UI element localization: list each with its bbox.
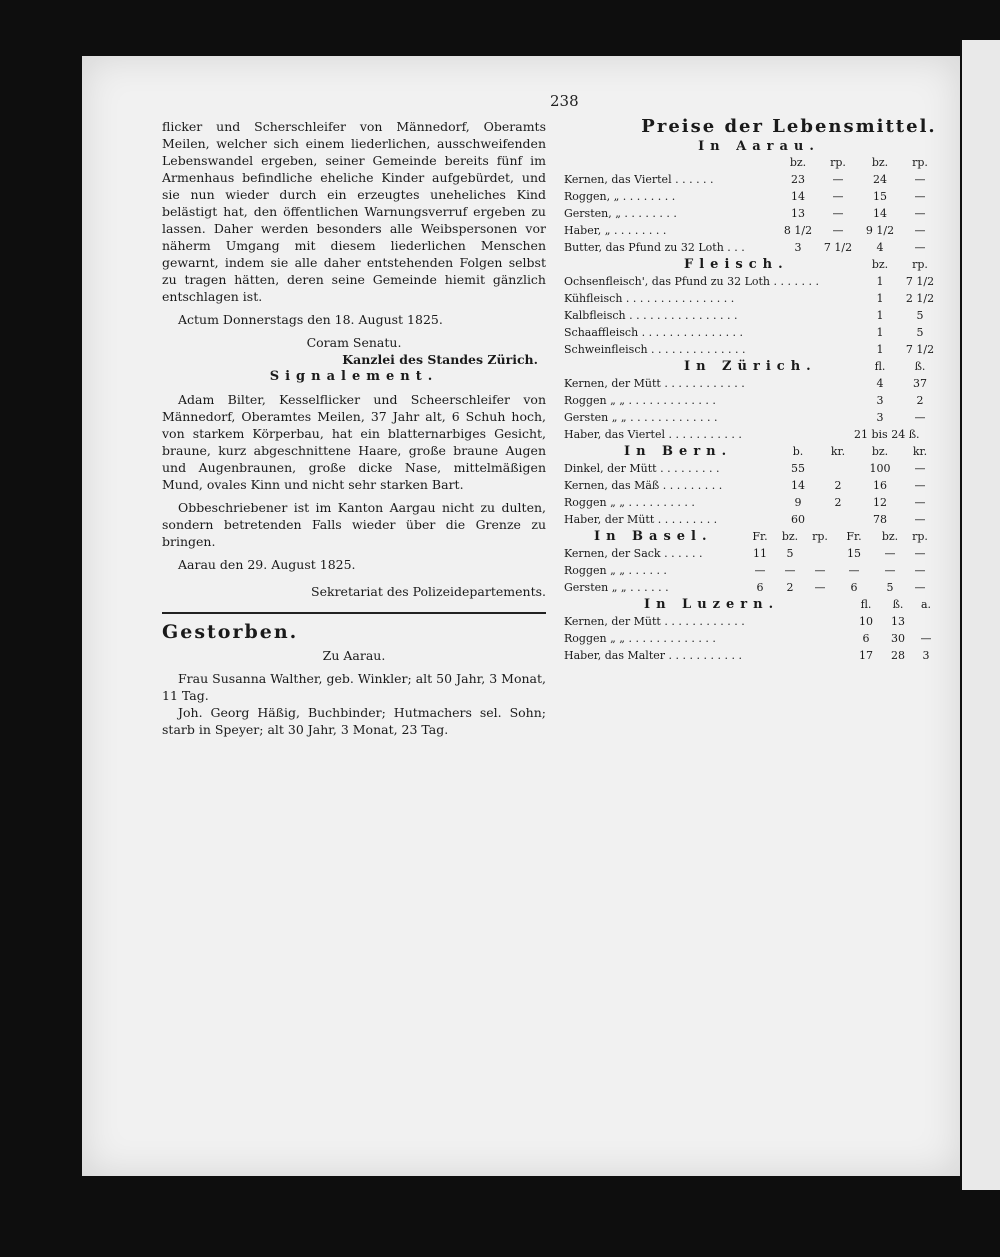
price-label: Kernen, der Sack . . . . . .: [564, 547, 703, 560]
column-header: ß.: [892, 598, 904, 611]
price-value: —: [784, 564, 796, 577]
price-value: —: [914, 581, 926, 594]
price-row: [564, 630, 954, 647]
price-label: Kalbfleisch . . . . . . . . . . . . . . . .: [564, 309, 738, 322]
price-label: Kernen, das Mäß . . . . . . . . .: [564, 479, 723, 492]
price-row: [564, 409, 954, 426]
price-value: 37: [913, 377, 927, 390]
price-label: Haber, der Mütt . . . . . . . . .: [564, 513, 718, 526]
aarau-header: [564, 154, 954, 171]
price-value: 1: [876, 292, 884, 305]
price-value: 55: [791, 462, 805, 475]
price-row: [564, 426, 954, 443]
column-header: bz.: [781, 530, 799, 543]
price-row: [564, 375, 954, 392]
price-value: —: [884, 564, 896, 577]
price-value: —: [914, 241, 926, 254]
price-label: Roggen „ „ . . . . . . . . . . . . .: [564, 632, 716, 645]
column-header: bz.: [789, 156, 807, 169]
column-header: ß.: [914, 360, 926, 373]
adjacent-page-edge: [962, 40, 1000, 1190]
price-row: [564, 290, 954, 307]
secretariat-line: Sekretariat des Polizeidepartements.: [311, 584, 546, 599]
price-value: 3: [876, 394, 884, 407]
price-value: 4: [876, 377, 884, 390]
section-luzern-title: In Luzern.: [644, 597, 780, 612]
price-value: 60: [791, 513, 805, 526]
price-label: Ochsenfleisch', das Pfund zu 32 Loth . . . . . . .: [564, 275, 819, 288]
price-label: Schaaffleisch . . . . . . . . . . . . . . .: [564, 326, 744, 339]
column-header: Fr.: [752, 530, 768, 543]
kanzlei-line: Kanzlei des Standes Zürich.: [342, 352, 538, 367]
price-value: 14: [791, 479, 805, 492]
column-header: rp.: [812, 530, 828, 543]
column-header: rp.: [912, 156, 928, 169]
price-value: 7 1/2: [905, 343, 935, 356]
price-value: 23: [791, 173, 805, 186]
section-basel-title: In Basel.: [594, 529, 713, 544]
notice-text: Obbeschriebener ist im Kanton Aargau nicht zu dulten, sondern betretenden Falls wieder über die Grenze zu bringen.: [162, 500, 546, 549]
price-value: 2: [786, 581, 794, 594]
price-row: [564, 477, 954, 494]
price-value: 3: [922, 649, 930, 662]
price-list: [564, 116, 954, 664]
price-value: 3: [794, 241, 802, 254]
price-value: 12: [873, 496, 887, 509]
price-value: —: [914, 173, 926, 186]
price-label: Kernen, das Viertel . . . . . .: [564, 173, 714, 186]
price-label: Roggen „ „ . . . . . . . . . . . . .: [564, 394, 716, 407]
price-value: 14: [873, 207, 887, 220]
price-row: [564, 239, 954, 256]
price-value: 5: [916, 309, 924, 322]
price-label: Kühfleisch . . . . . . . . . . . . . . . .: [564, 292, 735, 305]
price-value: 15: [847, 547, 861, 560]
price-row: [564, 324, 954, 341]
price-value: 17: [859, 649, 873, 662]
price-value: 1: [876, 275, 884, 288]
price-value: 7 1/2: [823, 241, 853, 254]
price-value: 5: [886, 581, 894, 594]
column-header: kr.: [830, 445, 846, 458]
price-value: 1: [876, 309, 884, 322]
price-value: —: [914, 564, 926, 577]
left-column: [162, 118, 546, 738]
price-value: 2: [916, 394, 924, 407]
price-value: —: [914, 547, 926, 560]
price-value: 28: [891, 649, 905, 662]
price-value: 2: [834, 496, 842, 509]
death-notice-1: Frau Susanna Walther, geb. Winkler; alt 50 Jahr, 3 Monat, 11 Tag.: [162, 671, 546, 703]
price-value: 6: [756, 581, 764, 594]
section-bern-title: In Bern.: [624, 444, 733, 459]
price-label: Haber, das Malter . . . . . . . . . . .: [564, 649, 742, 662]
fleisch-header: [564, 256, 954, 273]
price-label: Gersten, „ . . . . . . . .: [564, 207, 677, 220]
column-header: rp.: [830, 156, 846, 169]
price-row: [564, 562, 954, 579]
price-value: —: [814, 564, 826, 577]
price-label: Butter, das Pfund zu 32 Loth . . .: [564, 241, 745, 254]
price-value: —: [832, 207, 844, 220]
price-value: 15: [873, 190, 887, 203]
paragraph-warning: flicker und Scherschleifer von Männedorf, Oberamts Meilen, welcher sich einem liederlichen, ausschweifenden Lebenswandel ergeben, seiner Gemeinde bereits fünf im Armenhaus befindliche eheliche Kinder aufgebürdet, und sie nun wieder durch ein erzeugtes uneheliches Kind belästigt hat, den öffentlichen Warnungsverruf ergeben zu lassen. Daher werden besonders alle Weibspersonen vor näherm Umgang mit diesem liederlichen Menschen gewarnt, indem sie alle daher entstehenden Folgen selbst zu tragen hätten, deren seine Gemeinde hiemit gänzlich entschlagen ist.: [162, 119, 546, 304]
price-value: —: [914, 224, 926, 237]
column-header: rp.: [912, 530, 928, 543]
luzern-header: [564, 596, 954, 613]
price-label: Kernen, der Mütt . . . . . . . . . . . .: [564, 615, 745, 628]
price-value: 2: [834, 479, 842, 492]
price-row: [564, 613, 954, 630]
coram-line: Coram Senatu.: [306, 335, 402, 350]
price-row: [564, 171, 954, 188]
price-label: Gersten „ „ . . . . . . . . . . . . .: [564, 411, 718, 424]
column-header: bz.: [871, 258, 889, 271]
price-value: 13: [891, 615, 905, 628]
price-value: 13: [791, 207, 805, 220]
actum-line: Actum Donnerstags den 18. August 1825.: [178, 312, 443, 327]
price-value: —: [914, 462, 926, 475]
column-header: bz.: [871, 156, 889, 169]
price-value: 100: [869, 462, 891, 475]
price-label: Roggen „ „ . . . . . .: [564, 564, 667, 577]
price-value: 6: [862, 632, 870, 645]
price-label: Roggen „ „ . . . . . . . . . .: [564, 496, 695, 509]
price-value: —: [914, 513, 926, 526]
price-row: [564, 545, 954, 562]
price-row: [564, 511, 954, 528]
price-label: Haber, das Viertel . . . . . . . . . . .: [564, 428, 742, 441]
bern-header: [564, 443, 954, 460]
price-value: 14: [791, 190, 805, 203]
price-value: —: [832, 224, 844, 237]
column-header: a.: [920, 598, 932, 611]
price-label: Gersten „ „ . . . . . .: [564, 581, 669, 594]
price-label: Schweinfleisch . . . . . . . . . . . . . .: [564, 343, 746, 356]
page-number: 238: [550, 92, 579, 110]
price-row: [564, 273, 954, 290]
price-value: 7 1/2: [905, 275, 935, 288]
column-header: Fr.: [846, 530, 862, 543]
section-fleisch-title: Fleisch.: [684, 257, 789, 272]
column-header: fl.: [860, 598, 872, 611]
price-value: 5: [786, 547, 794, 560]
price-row: [564, 579, 954, 596]
price-value: 4: [876, 241, 884, 254]
document-page: [82, 56, 960, 1176]
column-header: bz.: [871, 445, 889, 458]
price-label: Dinkel, der Mütt . . . . . . . . .: [564, 462, 720, 475]
price-value: 16: [873, 479, 887, 492]
price-row: [564, 392, 954, 409]
price-value: —: [754, 564, 766, 577]
section-divider: [162, 612, 546, 614]
price-value: —: [914, 207, 926, 220]
price-label: Kernen, der Mütt . . . . . . . . . . . .: [564, 377, 745, 390]
signalement-title: Signalement.: [269, 369, 439, 384]
section-zuerich-title: In Zürich.: [684, 359, 817, 374]
price-label: Haber, „ . . . . . . . .: [564, 224, 667, 237]
price-row: [564, 341, 954, 358]
price-value: —: [914, 190, 926, 203]
price-value: 8 1/2: [783, 224, 813, 237]
section-aarau-title: In Aarau.: [698, 139, 820, 154]
gestorben-place: Zu Aarau.: [322, 648, 386, 663]
column-header: rp.: [912, 258, 928, 271]
price-value: —: [914, 411, 926, 424]
price-row: [564, 307, 954, 324]
price-row: [564, 494, 954, 511]
zuerich-header: [564, 358, 954, 375]
price-value: 11: [753, 547, 767, 560]
price-value: —: [914, 496, 926, 509]
column-header: b.: [792, 445, 804, 458]
price-value: 6: [850, 581, 858, 594]
price-value: 24: [873, 173, 887, 186]
price-row: [564, 460, 954, 477]
basel-header: [564, 528, 954, 545]
gestorben-title: Gestorben.: [162, 621, 299, 643]
price-value: 21 bis 24 ß.: [854, 428, 920, 441]
price-value: —: [832, 173, 844, 186]
price-value: 1: [876, 326, 884, 339]
price-value: —: [914, 479, 926, 492]
price-row: [564, 222, 954, 239]
price-value: 1: [876, 343, 884, 356]
death-notice-2: Joh. Georg Häßig, Buchbinder; Hutmachers sel. Sohn; starb in Speyer; alt 30 Jahr, 3 Monat, 23 Tag.: [162, 705, 546, 737]
price-value: 10: [859, 615, 873, 628]
column-header: fl.: [874, 360, 886, 373]
price-value: 5: [916, 326, 924, 339]
price-row: [564, 647, 954, 664]
price-label: Roggen, „ . . . . . . . .: [564, 190, 676, 203]
price-value: —: [832, 190, 844, 203]
signalement-text: Adam Bilter, Kesselflicker und Scheerschleifer von Männedorf, Oberamtes Meilen, 37 Jahr alt, 6 Schuh hoch, von starkem Körperbau, hat ein blatternarbiges Gesicht, braune, kurz abgeschnittene Haare, große braune Augen und Augenbraunen, große dicke Nase, mittelmäßigen Mund, ovales Kinn und nicht sehr starken Bart.: [162, 392, 546, 492]
date-line: Aarau den 29. August 1825.: [178, 557, 356, 572]
price-value: 30: [891, 632, 905, 645]
price-row: [564, 205, 954, 222]
price-value: —: [884, 547, 896, 560]
column-header: bz.: [881, 530, 899, 543]
price-value: —: [848, 564, 860, 577]
price-value: 3: [876, 411, 884, 424]
price-row: [564, 188, 954, 205]
price-value: —: [814, 581, 826, 594]
column-header: kr.: [912, 445, 928, 458]
prices-title: Preise der Lebensmittel.: [641, 116, 937, 137]
price-value: 9 1/2: [865, 224, 895, 237]
price-value: 78: [873, 513, 887, 526]
price-value: 2 1/2: [905, 292, 935, 305]
price-value: —: [920, 632, 932, 645]
price-value: 9: [794, 496, 802, 509]
